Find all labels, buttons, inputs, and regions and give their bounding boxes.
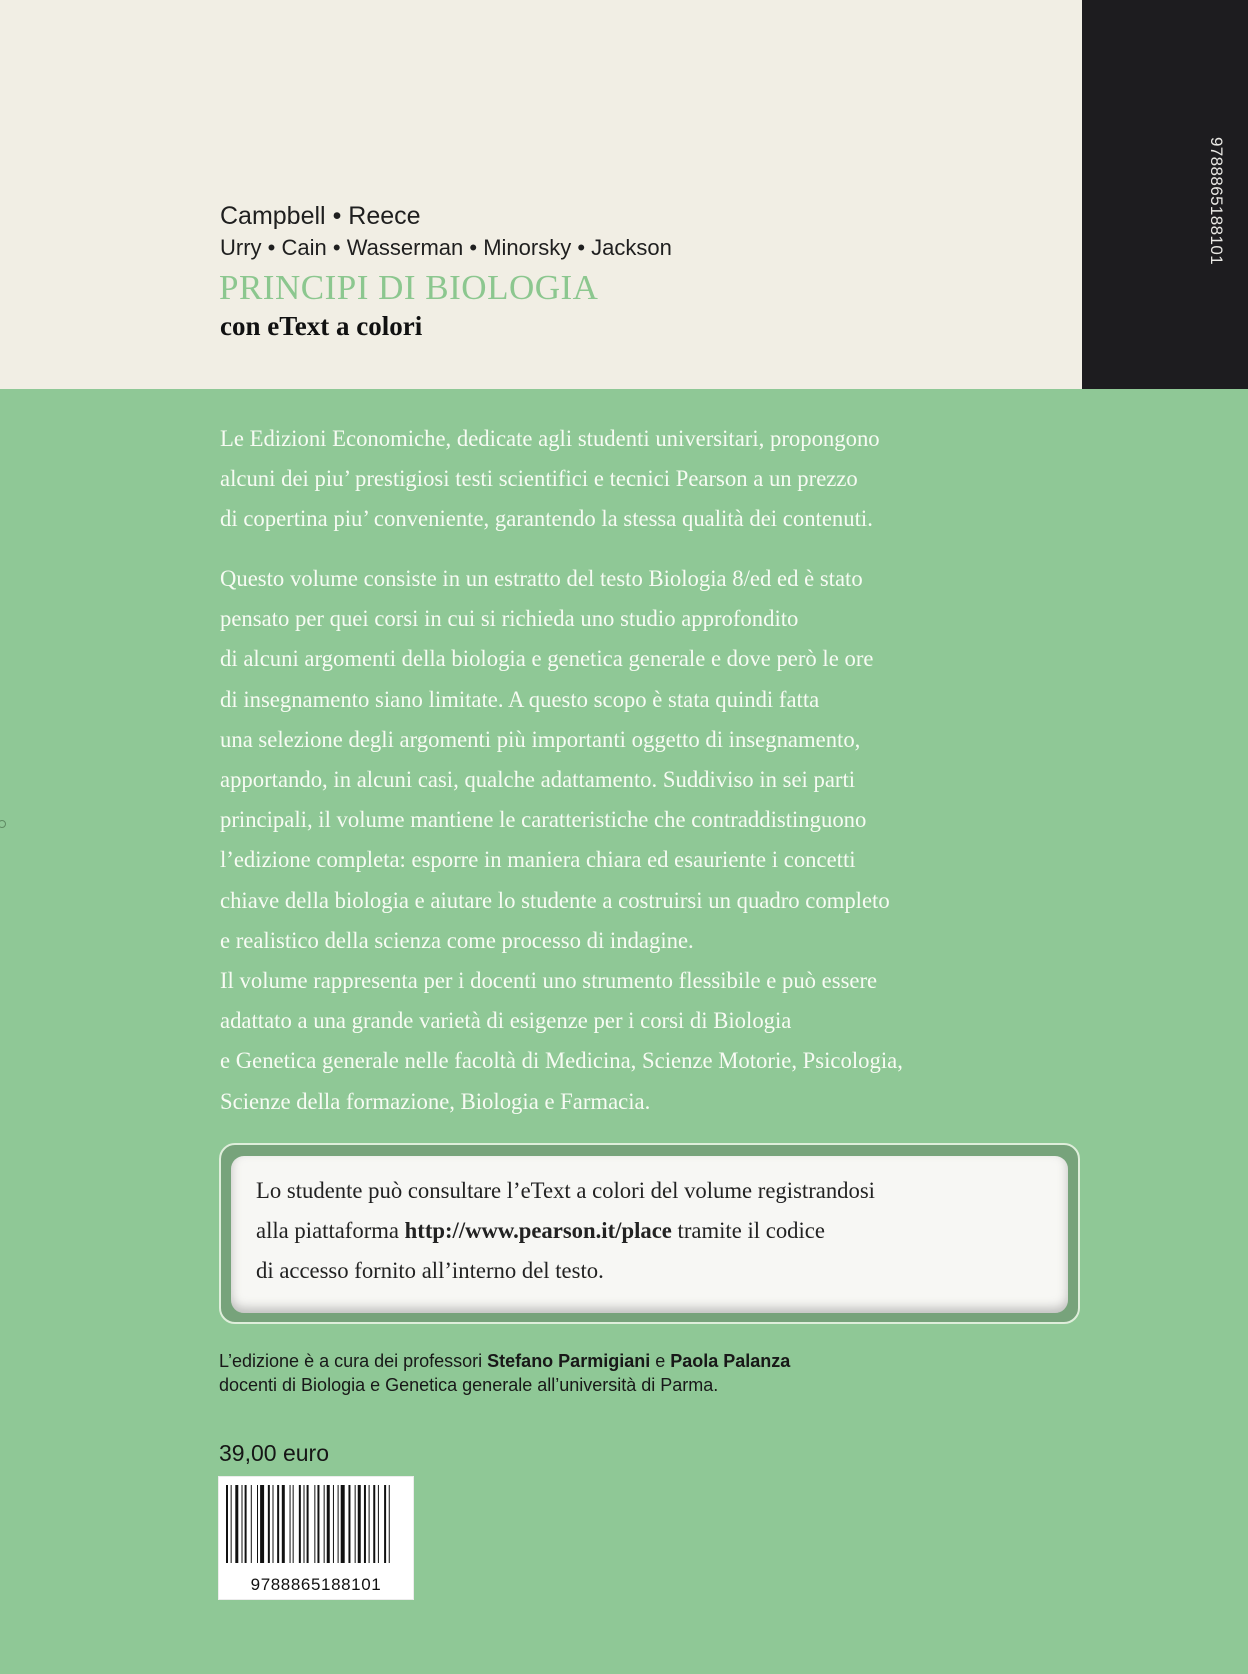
barcode-bar [293, 1485, 294, 1563]
author-name: Campbell [220, 202, 326, 230]
barcode-bar [273, 1485, 274, 1563]
text-line: alcuni dei piu’ prestigiosi testi scientifici e tecnici Pearson a un prezzo [220, 466, 858, 492]
barcode-bar [324, 1485, 325, 1563]
barcode-bar [304, 1485, 305, 1563]
text-line: di alcuni argomenti della biologia e genetica generale e dove però le ore [220, 646, 874, 672]
book-title: PRINCIPI DI BIOLOGIA [219, 268, 599, 307]
barcode-bar [373, 1485, 375, 1563]
text-line: l’edizione completa: esporre in maniera chiara ed esauriente i concetti [220, 847, 856, 873]
text-line: Scienze della formazione, Biologia e Farmacia. [220, 1088, 651, 1114]
author-separator: • [267, 235, 282, 260]
barcode-bar [364, 1485, 366, 1563]
text-line: apportando, in alcuni casi, qualche adattamento. Suddiviso in sei parti [220, 767, 856, 793]
barcode-bar [231, 1485, 232, 1563]
author-name: Urry [220, 235, 262, 260]
barcode-bar [389, 1485, 390, 1563]
price: 39,00 euro [219, 1440, 329, 1466]
author-name: Wasserman [346, 235, 464, 260]
spine-isbn: 9788865188101 [1207, 136, 1226, 266]
text-line: Questo volume consiste in un estratto del testo Biologia 8/ed ed è stato [220, 566, 863, 591]
barcode-bar [355, 1485, 356, 1563]
text-line: e Genetica generale nelle facoltà di Medicina, Scienze Motorie, Psicologia, [220, 1048, 903, 1074]
text-line: di copertina piu’ conveniente, garantendo la stessa qualità dei contenuti. [220, 506, 873, 532]
barcode-bar [333, 1485, 334, 1563]
barcode-bar [358, 1485, 361, 1563]
barcode-bar [317, 1485, 319, 1563]
barcode-bar [242, 1485, 243, 1563]
barcode-bar [277, 1485, 279, 1563]
notice-line [256, 1211, 1066, 1251]
barcode-bar [341, 1485, 345, 1563]
text-line: Le Edizioni Economiche, dedicate agli studenti universitari, propongono [220, 426, 880, 451]
authors-secondary [220, 235, 672, 261]
description-paragraph-2 [220, 559, 1080, 1122]
author-separator: • [332, 235, 347, 260]
etext-notice [256, 1171, 1066, 1291]
barcode-bar [245, 1485, 247, 1563]
notice-text-before-url: alla piattaforma [256, 1218, 405, 1243]
barcode-bar [260, 1485, 264, 1563]
barcode-bar [299, 1485, 301, 1563]
notice-line: di accesso fornito all’interno del testo. [256, 1258, 604, 1283]
barcode-bar [235, 1485, 238, 1563]
author-separator: • [469, 235, 484, 260]
barcode-bar [282, 1485, 285, 1563]
author-separator: • [577, 235, 592, 260]
text-line: Il volume rappresenta per i docenti uno strumento flessibile e può essere [220, 968, 878, 994]
text-line: una selezione degli argomenti più importanti oggetto di insegnamento, [220, 726, 861, 752]
barcode-bar [268, 1485, 270, 1563]
barcode-bar [378, 1485, 379, 1563]
barcode-bar [307, 1485, 309, 1563]
barcode-number: 9788865188101 [250, 1575, 382, 1594]
text-line: e realistico della scienza come processo di indagine. [220, 927, 694, 953]
barcode-bar [257, 1485, 258, 1563]
barcode-bar [226, 1485, 228, 1563]
book-subtitle: con eText a colori [220, 311, 423, 341]
author-name: Reece [348, 202, 421, 230]
notice-line: Lo studente può consultare l’eText a colori del volume registrandosi [256, 1178, 875, 1203]
description-paragraph-1 [220, 419, 1080, 540]
cream-header-panel [0, 0, 1082, 389]
credits-join: e [650, 1351, 671, 1371]
credits-line: docenti di Biologia e Genetica generale all’università di Parma. [219, 1375, 719, 1395]
text-line: di insegnamento siano limitate. A questo scopo è stata quindi fatta [220, 686, 820, 712]
editor-name: Stefano Parmigiani [487, 1351, 651, 1371]
author-separator: • [332, 202, 349, 230]
barcode-bar [348, 1485, 350, 1563]
editor-name: Paola Palanza [670, 1351, 791, 1371]
barcode-bar [384, 1485, 386, 1563]
barcode-bar [338, 1485, 339, 1563]
barcode-bar [369, 1485, 370, 1563]
barcode-bar [327, 1485, 330, 1563]
author-name: Jackson [591, 235, 672, 260]
text-line: principali, il volume mantiene le caratteristiche che contraddistinguono [220, 807, 867, 833]
notice-text-after-url: tramite il codice [671, 1218, 825, 1243]
barcode [226, 1485, 407, 1563]
authors-primary [220, 202, 421, 231]
edition-credits [219, 1349, 790, 1397]
barcode-bar [290, 1485, 291, 1563]
text-line: chiave della biologia e aiutare lo studente a costruirsi un quadro completo [220, 887, 890, 913]
credits-line [219, 1349, 790, 1373]
barcode-bar [314, 1485, 315, 1563]
text-line: adattato a una grande varietà di esigenze per i corsi di Biologia [220, 1008, 792, 1034]
credits-prefix: L’edizione è a cura dei professori [219, 1351, 488, 1371]
author-name: Minorsky [483, 235, 572, 260]
barcode-bar [251, 1485, 252, 1563]
place-url: http://www.pearson.it/place [404, 1218, 672, 1243]
author-name: Cain [281, 235, 327, 260]
text-line: pensato per quei corsi in cui si richieda uno studio approfondito [220, 606, 799, 632]
